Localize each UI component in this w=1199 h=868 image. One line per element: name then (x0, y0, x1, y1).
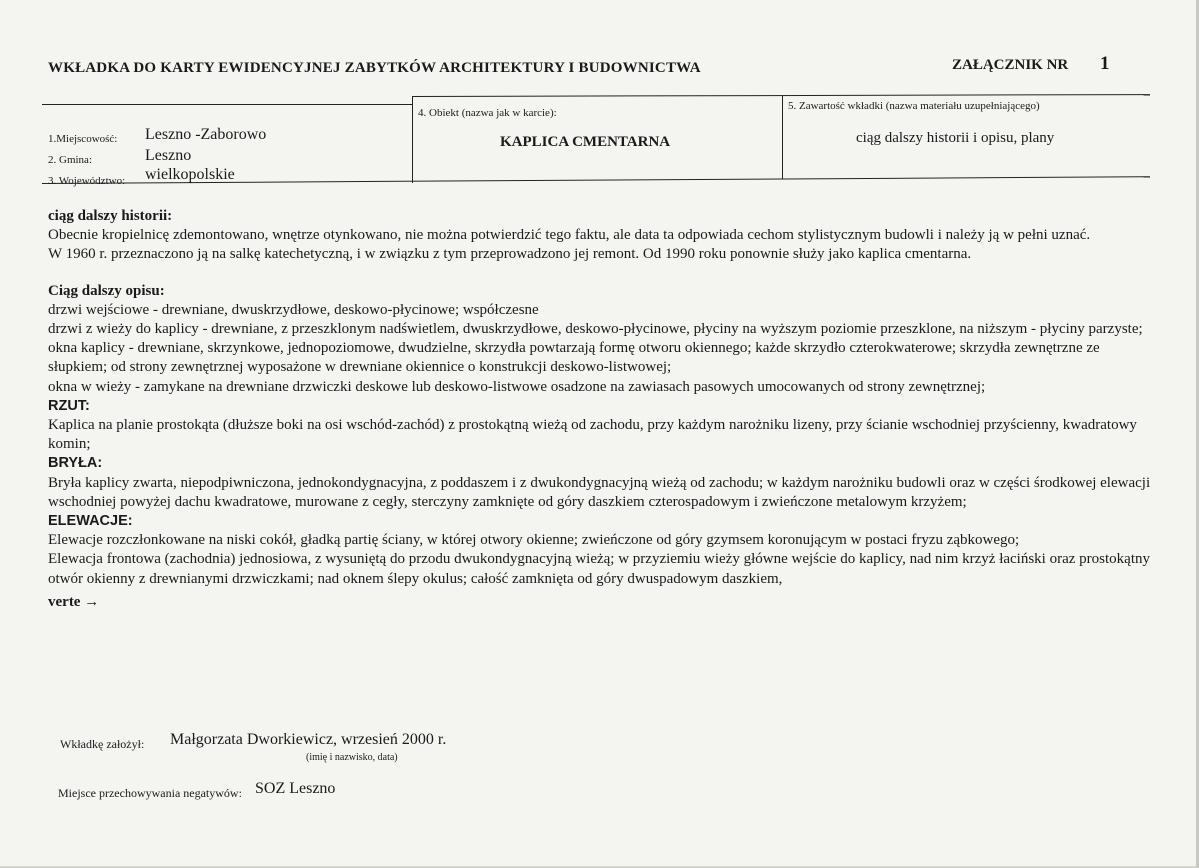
annex-number: 1 (1100, 53, 1110, 74)
history-heading: ciąg dalszy historii: (48, 208, 173, 224)
object-label: 4. Obiekt (nazwa jak w karcie): (418, 107, 557, 119)
annex-label: ZAŁĄCZNIK NR (952, 57, 1069, 73)
commune-label: 2. Gmina: (48, 154, 92, 166)
author-and-date: Małgorzata Dworkiewicz, wrzesień 2000 r. (170, 731, 447, 748)
spacer (48, 265, 1158, 282)
description-item: okna w wieży - zamykane na drewniane drzwiczki deskowe lub deskowo-listwowe osadzone na zawiasach pasowych umocowanych od strony zewnętrznej; (48, 378, 986, 395)
document-title: WKŁADKA DO KARTY EWIDENCYJNEJ ZABYTKÓW ARCHITEKTURY I BUDOWNICTWA (48, 60, 701, 76)
created-by-label: Wkładkę założył: (60, 737, 145, 751)
header-divider-1 (412, 97, 413, 183)
header-top-rule (42, 104, 412, 105)
plan-text: Kaplica na planie prostokąta (dłuższe boki na osi wschód-zachód) z prostokątną wieżą od zachodu, przy każdym narożniku lizeny, przy ścianie wschodniej przyścienny, kwadratowy komin; (48, 417, 1137, 453)
header-divider-2 (782, 96, 783, 179)
elevation-heading: ELEWACJE: (48, 513, 133, 530)
description-item: drzwi wejściowe - drewniane, dwuskrzydłowe, deskowo-płycinowe; współczesne (48, 301, 539, 318)
elevation-paragraph: Elewacja frontowa (zachodnia) jednosiowa, z wysuniętą do przodu dwukondygnacyjną wieżą; w przyziemiu wieży główne wejście do kaplicy, nad nim krzyż łaciński oraz prostokątny otwór okienny z drewnianymi drzwiczkami; nad oknem ślepy okulus; całość zamknięta od góry dwuspadowym daszkiem, (48, 551, 1150, 587)
commune-value: Leszno (145, 147, 192, 164)
verte-label: verte → (48, 593, 100, 610)
content-value: ciąg dalszy historii i opisu, plany (856, 130, 1055, 146)
object-value: KAPLICA CMENTARNA (500, 134, 671, 150)
locality-value: Leszno -Zaborowo (145, 126, 267, 143)
history-paragraph: W 1960 r. przeznaczono ją na salkę katechetyczną, i w związku z tym przeprowadzono jej remont. Od 1990 roku ponownie służy jako kaplica cmentarna. (48, 246, 972, 263)
mass-text: Bryła kaplicy zwarta, niepodpiwniczona, jednokondygnacyjna, z poddaszem i z dwukondygnacyjną wieżą od zachodu; w każdym narożniku budowli oraz w części środkowej elewacji wschodniej powyżej dachu kwadratowe, murowane z cegły, sterczyny zamknięte od góry daszkiem czterospadowym i zwieńczone metalowym krzyżem; (48, 474, 1151, 510)
history-paragraph: Obecnie kropielnicę zdemontowano, wnętrze otynkowano, nie można potwierdzić tego faktu, ale data ta odpowiada cechom stylistycznym budowli i należy ją w pełni uznać. (48, 227, 1091, 244)
author-hint: (imię i nazwisko, data) (306, 752, 398, 763)
description-heading: Ciąg dalszy opisu: (48, 282, 165, 299)
elevation-paragraph: Elewacje rozczłonkowane na niski cokół, gładką partię ściany, w której otwory okienne; zwieńczone od góry gzymsem koronującym w postaci fryzu ząbkowego; (48, 532, 1020, 549)
negatives-location: SOZ Leszno (255, 780, 336, 797)
content-label: 5. Zawartość wkładki (nazwa materiału uzupełniającego) (788, 100, 1040, 112)
voivodeship-value: wielkopolskie (145, 166, 235, 183)
negatives-label: Miejsce przechowywania negatywów: (58, 786, 242, 800)
description-item: okna kaplicy - drewniane, skrzynkowe, jednopoziomowe, dwudzielne, skrzydła powtarzają formę otworu okiennego; każde skrzydło czterokwaterowe; skrzydła zewnętrzne ze słupkiem; od strony zewnętrznej wyposażone w drewniane okiennice o konstrukcji deskowo-listwowej; (48, 340, 1100, 376)
voivodeship-label: 3. Województwo: (48, 175, 126, 187)
locality-label: 1.Miejscowość: (48, 133, 118, 145)
plan-heading: RZUT: (48, 397, 90, 414)
document-body (48, 207, 1158, 612)
mass-heading: BRYŁA: (48, 455, 103, 472)
description-item: drzwi z wieży do kaplicy - drewniane, z przeszklonym nadświetlem, dwuskrzydłowe, deskowo-płycinowe, płyciny na wyższym poziomie przeszklone, na niższym - płyciny parzyste; (48, 321, 1143, 338)
header-top-rule-right (412, 94, 1150, 97)
